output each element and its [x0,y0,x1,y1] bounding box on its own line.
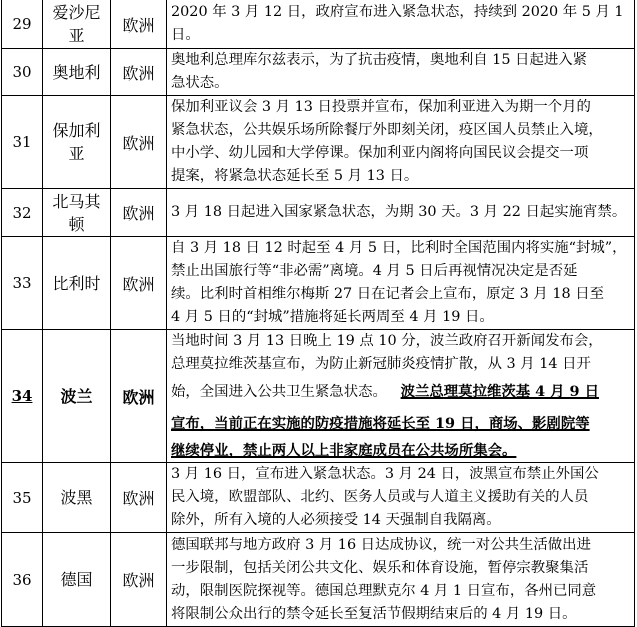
description-line: 当地时间 3 月 13 日晚上 19 点 10 分，波兰政府召开新闻发布会， [171,333,603,349]
description-line: 将限制公众出行的禁令延长至复活节假期结束后的 4 月 19 日。 [171,605,577,622]
table-row [2,49,635,96]
country-line: 亚 [68,144,85,163]
measure-description [167,533,635,627]
region: 欧洲 [111,330,167,463]
row-number: 31 [2,96,43,189]
region: 欧洲 [111,237,167,330]
country-line: 奥地利 [52,62,101,82]
table-row [2,463,635,533]
measure-description [167,330,635,463]
country-name [43,96,111,189]
description-line: 奥地利总理库尔兹表示，为了抗击疫情，奥地利自 15 日起进入紧 [171,52,588,68]
description-line: 动，限制医院探视等。德国总理默克尔 4 月 1 日宣布，各州已同意 [171,582,597,599]
measure-description [167,189,635,237]
country-line: 北马其 [52,191,101,211]
country-line: 波黑 [60,488,93,507]
region: 欧洲 [111,49,167,96]
country-name [43,0,111,49]
description-line: 4 月 5 日的“封城”措施将延长两周至 4 月 19 日。 [171,309,494,325]
country-name [43,330,111,463]
description-line: 自 3 月 18 日 12 时起至 4 月 5 日，比利时全国范围内将实施“封城”， [171,240,627,256]
table-row [2,96,635,189]
description-line: 保加利亚议会 3 月 13 日投票并宣布，保加利亚进入为期一个月的 [171,99,591,115]
country-line: 爱沙尼 [52,3,101,22]
region: 欧洲 [111,0,167,49]
row-number: 34 [2,330,43,463]
country-name [43,49,111,96]
description-line: 中小学、幼儿园和大学停课。保加利亚内阁将向国民议会提交一项 [171,145,589,161]
row-number: 35 [2,463,43,533]
highlighted-line: 宣布，当前正在实施的防疫措施将延长至 19 日，商场、影剧院等 [171,415,590,432]
description-line: 续。比利时首相维尔梅斯 27 日在记者会上宣布，原定 3 月 18 日至 [171,286,604,302]
row-number: 33 [2,237,43,330]
table-row [2,189,635,237]
region: 欧洲 [111,96,167,189]
description-line: 3 月 16 日，宣布进入紧急状态。3 月 24 日，波黑宣布禁止外国公 [171,466,599,482]
description-line: 一步限制，包括关闭公共文化、娱乐和体育设施，暂停宗教聚集活 [171,559,589,576]
description-text: 始，全国进入公共卫生紧急状态。 [171,384,387,400]
description-line: 总理莫拉维茨基宣布，为防止新冠肺炎疫情扩散，从 3 月 14 日开 [171,356,591,372]
country-line: 比利时 [52,273,101,293]
row-number: 29 [2,0,43,49]
description-line: 提案，将紧急状态延长至 5 月 13 日。 [171,168,419,184]
description-line: 急状态。 [171,75,229,91]
emergency-status-table [1,0,635,627]
description-line-mixed [171,376,632,408]
country-line: 保加利 [52,121,101,140]
table-row [2,237,635,330]
country-name [43,189,111,237]
highlighted-text: 波兰总理莫拉维茨基 4 月 9 日 [400,383,599,400]
measure-description [167,96,635,189]
region: 欧洲 [111,533,167,627]
country-name [43,237,111,330]
country-line: 德国 [60,570,93,589]
row-number: 30 [2,49,43,96]
region: 欧洲 [111,463,167,533]
country-line: 亚 [68,26,85,45]
description-line: 3 月 18 日起进入国家紧急状态，为期 30 天。3 月 22 日起实施宵禁。 [171,204,627,220]
country-line: 顿 [68,214,85,234]
country-name [43,533,111,627]
measure-description [167,237,635,330]
country-name [43,463,111,533]
row-number: 32 [2,189,43,237]
description-line: 除外，所有入境的人必须接受 14 天强制自我隔离。 [171,512,501,528]
row-number: 36 [2,533,43,627]
measure-description [167,0,635,49]
description-line: 2020 年 3 月 12 日，政府宣布进入紧急状态，持续到 2020 年 5 月 1 [171,4,624,20]
description-line: 禁止出国旅行等“非必需”离境。4 月 5 日后再视情况决定是否延 [171,263,578,279]
description-line: 紧急状态，公共娱乐场所除餐厅外即刻关闭，疫区国人员禁止入境， [171,122,603,138]
region: 欧洲 [111,189,167,237]
highlighted-line: 继续停业，禁止两人以上非家庭成员在公共场所集会。 [171,442,517,459]
table-row [2,0,635,49]
description-line: 德国联邦与地方政府 3 月 16 日达成协议，统一对公共生活做出进 [171,536,591,553]
description-line: 日。 [171,27,200,43]
country-line: 波兰 [60,386,93,406]
table-row [2,533,635,627]
description-line: 民入境，欧盟部队、北约、医务人员或与人道主义援助有关的人员 [171,489,589,505]
measure-description [167,463,635,533]
measure-description [167,49,635,96]
table-row [2,330,635,463]
